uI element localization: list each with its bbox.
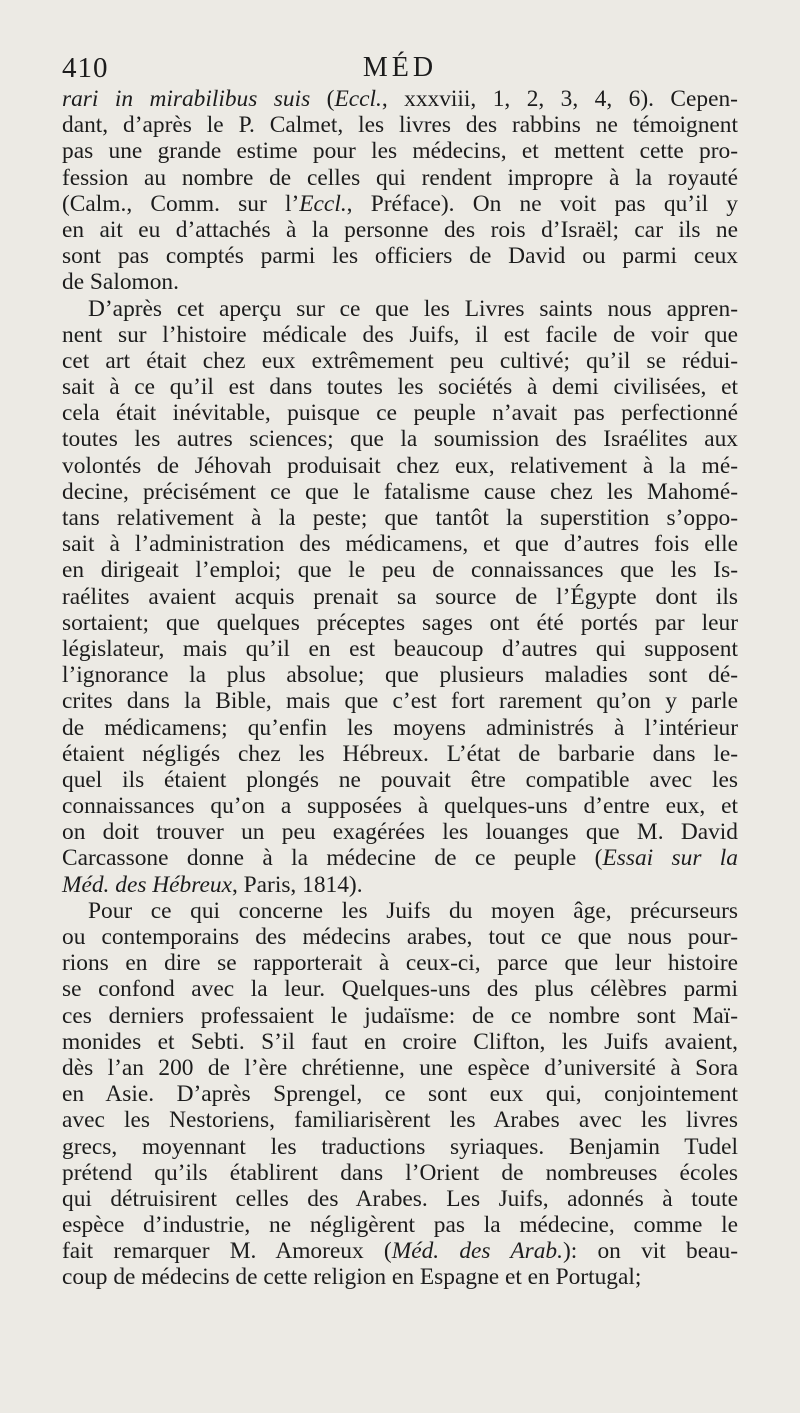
text-line: quel ils étaient plongés ne pouvait être compatible avec les [62, 766, 738, 793]
running-head: MÉD [362, 52, 438, 83]
page-number: 410 [62, 52, 109, 84]
text-line: fait remarquer M. Amoreux (Méd. des Arab.): on vit beau- [62, 1238, 738, 1265]
page-header [62, 50, 738, 84]
text-line: en ait eu d’attachés à la personne des rois d’Israël; car ils ne [62, 216, 738, 243]
text-line: de Salomon. [62, 269, 179, 296]
text-line: fession au nombre de celles qui rendent impropre à la royauté [62, 164, 738, 191]
text-line: dès l’an 200 de l’ère chrétienne, une espèce d’université à Sora [62, 1054, 738, 1081]
text-line: avec les Nestoriens, familiarisèrent les Arabes avec les livres [62, 1107, 738, 1134]
text-line: D’après cet aperçu sur ce que les Livres saints nous appren- [88, 295, 738, 322]
text-line: volontés de Jéhovah produisait chez eux, relativement à la mé- [62, 452, 738, 479]
text-line: espèce d’industrie, ne négligèrent pas la médecine, comme le [62, 1212, 738, 1239]
text-line: cet art était chez eux extrêmement peu cultivé; qu’il se rédui- [62, 347, 738, 374]
text-line: de médicamens; qu’enfin les moyens administrés à l’intérieur [62, 714, 738, 741]
text-line: se confond avec la leur. Quelques-uns des plus célèbres parmi [62, 976, 738, 1003]
text-line: sait à ce qu’il est dans toutes les sociétés à demi civilisées, et [62, 374, 738, 401]
text-line: monides et Sebti. S’il faut en croire Clifton, les Juifs avaient, [62, 1028, 738, 1055]
text-line: nent sur l’histoire médicale des Juifs, il est facile de voir que [62, 321, 738, 348]
text-line: prétend qu’ils établirent dans l’Orient de nombreuses écoles [62, 1159, 738, 1186]
text-line: coup de médecins de cette religion en Espagne et en Portugal; [62, 1264, 642, 1291]
text-line: sait à l’administration des médicamens, et que d’autres fois elle [62, 531, 738, 558]
text-line: Méd. des Hébreux, Paris, 1814). [62, 871, 363, 898]
text-line: en Asie. D’après Sprengel, ce sont eux qui, conjointement [62, 1081, 738, 1108]
text-line: tans relativement à la peste; que tantôt la superstition s’oppo- [62, 505, 738, 531]
text-line: l’ignorance la plus absolue; que plusieurs maladies sont dé- [62, 662, 738, 689]
text-line: on doit trouver un peu exagérées les louanges que M. David [62, 819, 738, 846]
text-line: étaient négligés chez les Hébreux. L’état de barbarie dans le- [62, 740, 738, 767]
body-text [62, 86, 738, 1291]
text-line: législateur, mais qu’il en est beaucoup d’autres qui supposent [62, 635, 738, 662]
text-line: Carcassone donne à la médecine de ce peuple (Essai sur la [62, 845, 739, 872]
text-line: pas une grande estime pour les médecins, et mettent cette pro- [62, 138, 738, 165]
text-line: decine, précisément ce que le fatalisme cause chez les Mahomé- [62, 478, 738, 505]
text-line: raélites avaient acquis prenait sa source de l’Égypte dont ils [62, 583, 738, 610]
text-line: ces derniers professaient le judaïsme: de ce nombre sont Maï- [62, 1002, 738, 1029]
text-line: en dirigeait l’emploi; que le peu de connaissances que les Is- [62, 557, 738, 584]
text-line: Pour ce qui concerne les Juifs du moyen âge, précurseurs [88, 897, 738, 924]
text-line: toutes les autres sciences; que la soumission des Israélites aux [62, 426, 738, 453]
text-line: qui détruisirent celles des Arabes. Les Juifs, adonnés à toute [62, 1185, 738, 1212]
text-line: cela était inévitable, puisque ce peuple n’avait pas perfectionné [62, 400, 738, 427]
text-line: ou contemporains des médecins arabes, tout ce que nous pour- [62, 924, 738, 950]
text-line: sortaient; que quelques préceptes sages ont été portés par leur [62, 609, 738, 636]
text-line: crites dans la Bible, mais que c’est fort rarement qu’on y parle [62, 688, 738, 715]
text-line: grecs, moyennant les traductions syriaques. Benjamin Tudel [62, 1133, 738, 1160]
text-line: rions en dire se rapporterait à ceux-ci, parce que leur histoire [62, 950, 738, 977]
text-line: connaissances qu’on a supposées à quelques-uns d’entre eux, et [62, 793, 738, 820]
text-line: (Calm., Comm. sur l’Eccl., Préface). On ne voit pas qu’il y [62, 190, 738, 217]
text-line: sont pas comptés parmi les officiers de David ou parmi ceux [62, 243, 738, 270]
text-line: rari in mirabilibus suis (Eccl., xxxviii, 1, 2, 3, 4, 6). Cepen- [62, 86, 738, 112]
text-line: dant, d’après le P. Calmet, les livres des rabbins ne témoignent [62, 112, 738, 139]
